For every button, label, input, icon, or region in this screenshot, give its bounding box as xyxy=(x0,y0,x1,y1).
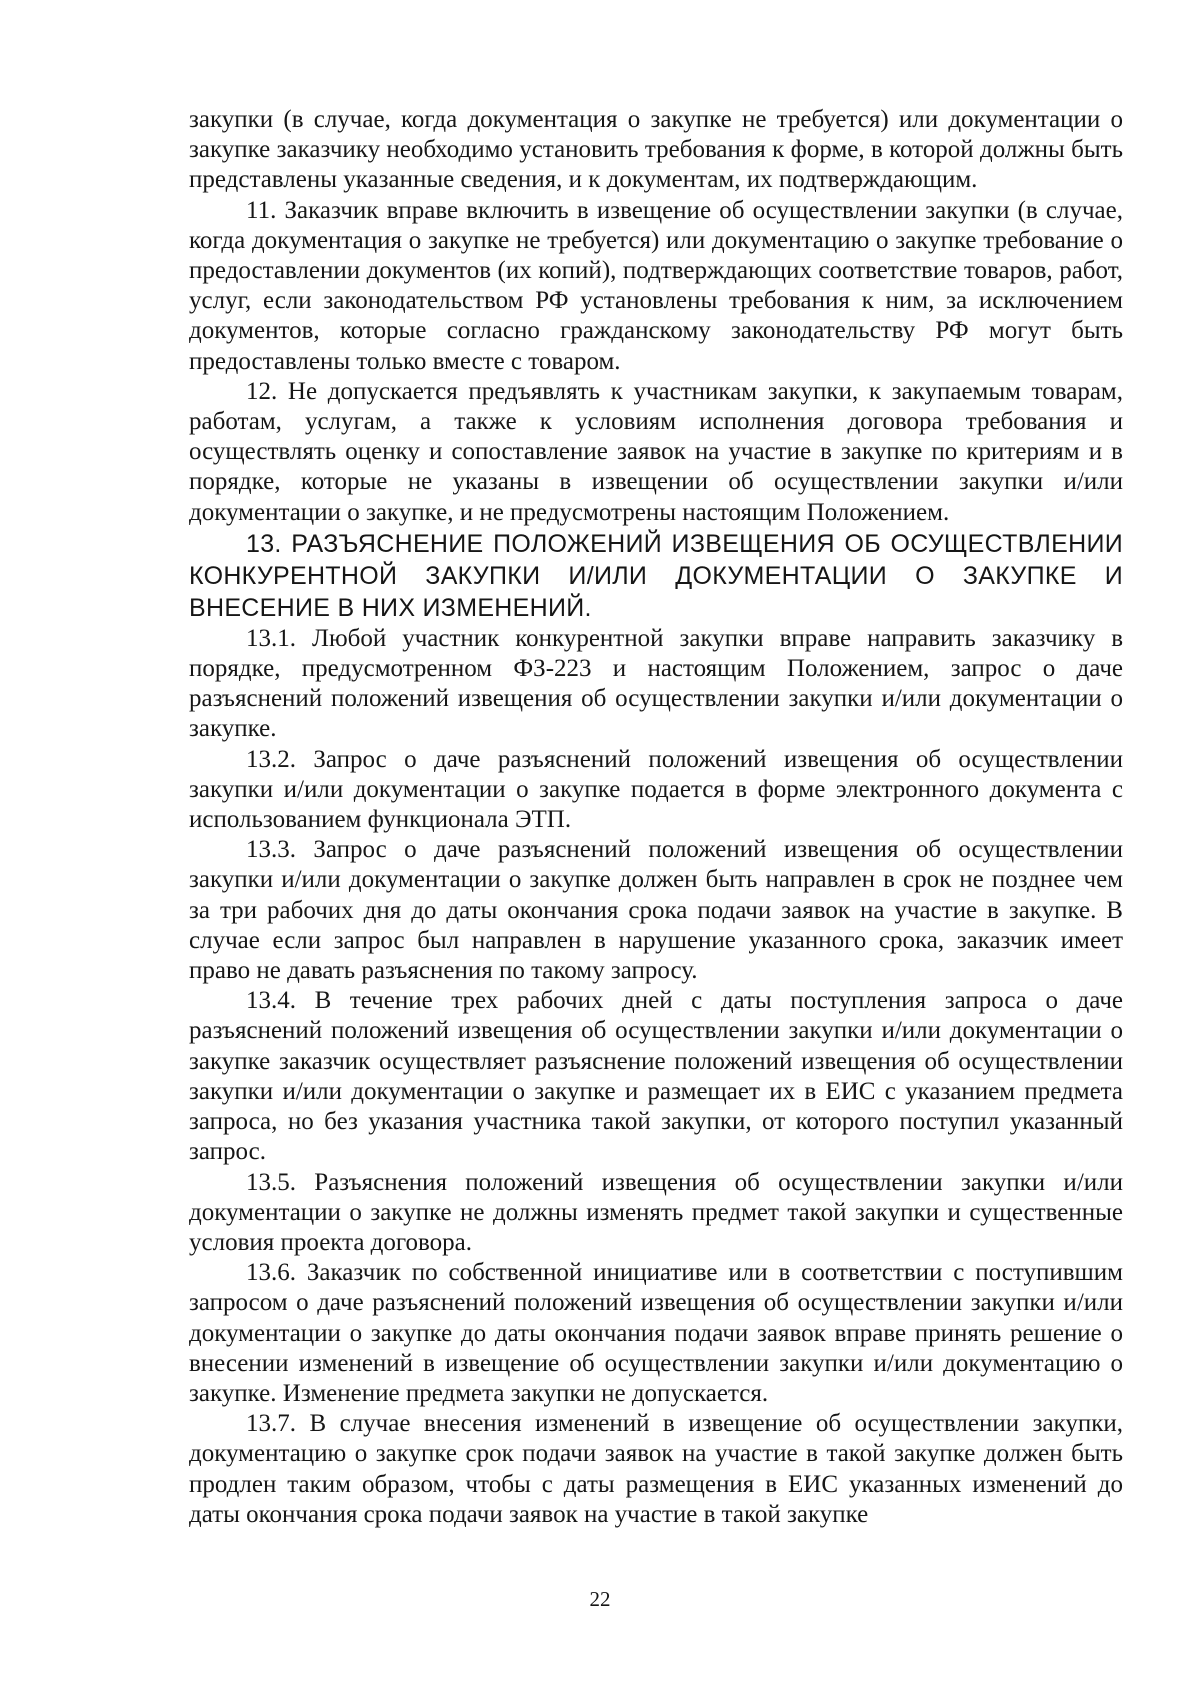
paragraph-13-3: 13.3. Запрос о даче разъяснений положений извещения об осуществлении закупки и/или документации о закупке должен быть направлен в срок не позднее чем за три рабочих дня до даты окончания срока подачи заявок на участие в закупке. В случае если запрос был направлен в нарушение указанного срока, заказчик имеет право не давать разъяснения по такому запросу. xyxy=(189,836,1123,985)
paragraph-continuation: закупки (в случае, когда документация о закупке не требуется) или документации о закупке заказчику необходимо установить требования к форме, в которой должны быть представлены указанные сведения, и к документам, их подтверждающим. xyxy=(189,106,1123,194)
paragraph-13-7: 13.7. В случае внесения изменений в извещение об осуществлении закупки, документацию о закупке срок подачи заявок на участие в такой закупке должен быть продлен таким образом, чтобы с даты размещения в ЕИС указанных изменений до даты окончания срока подачи заявок на участие в такой закупке xyxy=(189,1410,1123,1528)
paragraph-13-1: 13.1. Любой участник конкурентной закупки вправе направить заказчику в порядке, предусмотренном ФЗ-223 и настоящим Положением, запрос о даче разъяснений положений извещения об осуществлении закупки и/или документации о закупке. xyxy=(189,624,1123,743)
paragraph-13-4: 13.4. В течение трех рабочих дней с даты поступления запроса о даче разъяснений положений извещения об осуществлении закупки и/или документации о закупке заказчик осуществляет разъяснение положений извещения об осуществлении закупки и/или документации о закупке и размещает их в ЕИС с указанием предмета запроса, но без указания участника такой закупки, от которого поступил указанный запрос. xyxy=(189,987,1123,1166)
document-page xyxy=(189,105,1123,1530)
paragraph-13-6: 13.6. Заказчик по собственной инициативе или в соответствии с поступившим запросом о даче разъяснений положений извещения об осуществлении закупки и/или документации о закупке до даты окончания подачи заявок вправе принять решение о внесении изменений в извещение об осуществлении закупки и/или документацию о закупке. Изменение предмета закупки не допускается. xyxy=(189,1259,1123,1407)
paragraph-13-2: 13.2. Запрос о даче разъяснений положений извещения об осуществлении закупки и/или документации о закупке подается в форме электронного документа с использованием функционала ЭТП. xyxy=(189,745,1123,834)
page-number: 22 xyxy=(589,1587,611,1611)
paragraph-11: 11. Заказчик вправе включить в извещение об осуществлении закупки (в случае, когда документация о закупке не требуется) или документацию о закупке требование о предоставлении документов (их копий), подтверждающих соответствие товаров, работ, услуг, если законодательством РФ установлены требования к ним, за исключением документов, которые согласно гражданскому законодательству РФ могут быть предоставлены только вместе с товаром. xyxy=(189,196,1123,375)
section-heading-13: 13. РАЗЪЯСНЕНИЕ ПОЛОЖЕНИЙ ИЗВЕЩЕНИЯ ОБ ОСУЩЕСТВЛЕНИИ КОНКУРЕНТНОЙ ЗАКУПКИ И/ИЛИ ДОКУМЕНТАЦИИ О ЗАКУПКЕ И ВНЕСЕНИЕ В НИХ ИЗМЕНЕНИЙ. xyxy=(189,529,1123,622)
paragraph-13-5: 13.5. Разъяснения положений извещения об осуществлении закупки и/или документации о закупке не должны изменять предмет такой закупки и существенные условия проекта договора. xyxy=(189,1168,1123,1256)
paragraph-12: 12. Не допускается предъявлять к участникам закупки, к закупаемым товарам, работам, услугам, а также к условиям исполнения договора требования и осуществлять оценку и сопоставление заявок на участие в закупке по критериям и в порядке, которые не указаны в извещении об осуществлении закупки и/или документации о закупке, и не предусмотрены настоящим Положением. xyxy=(189,377,1123,526)
